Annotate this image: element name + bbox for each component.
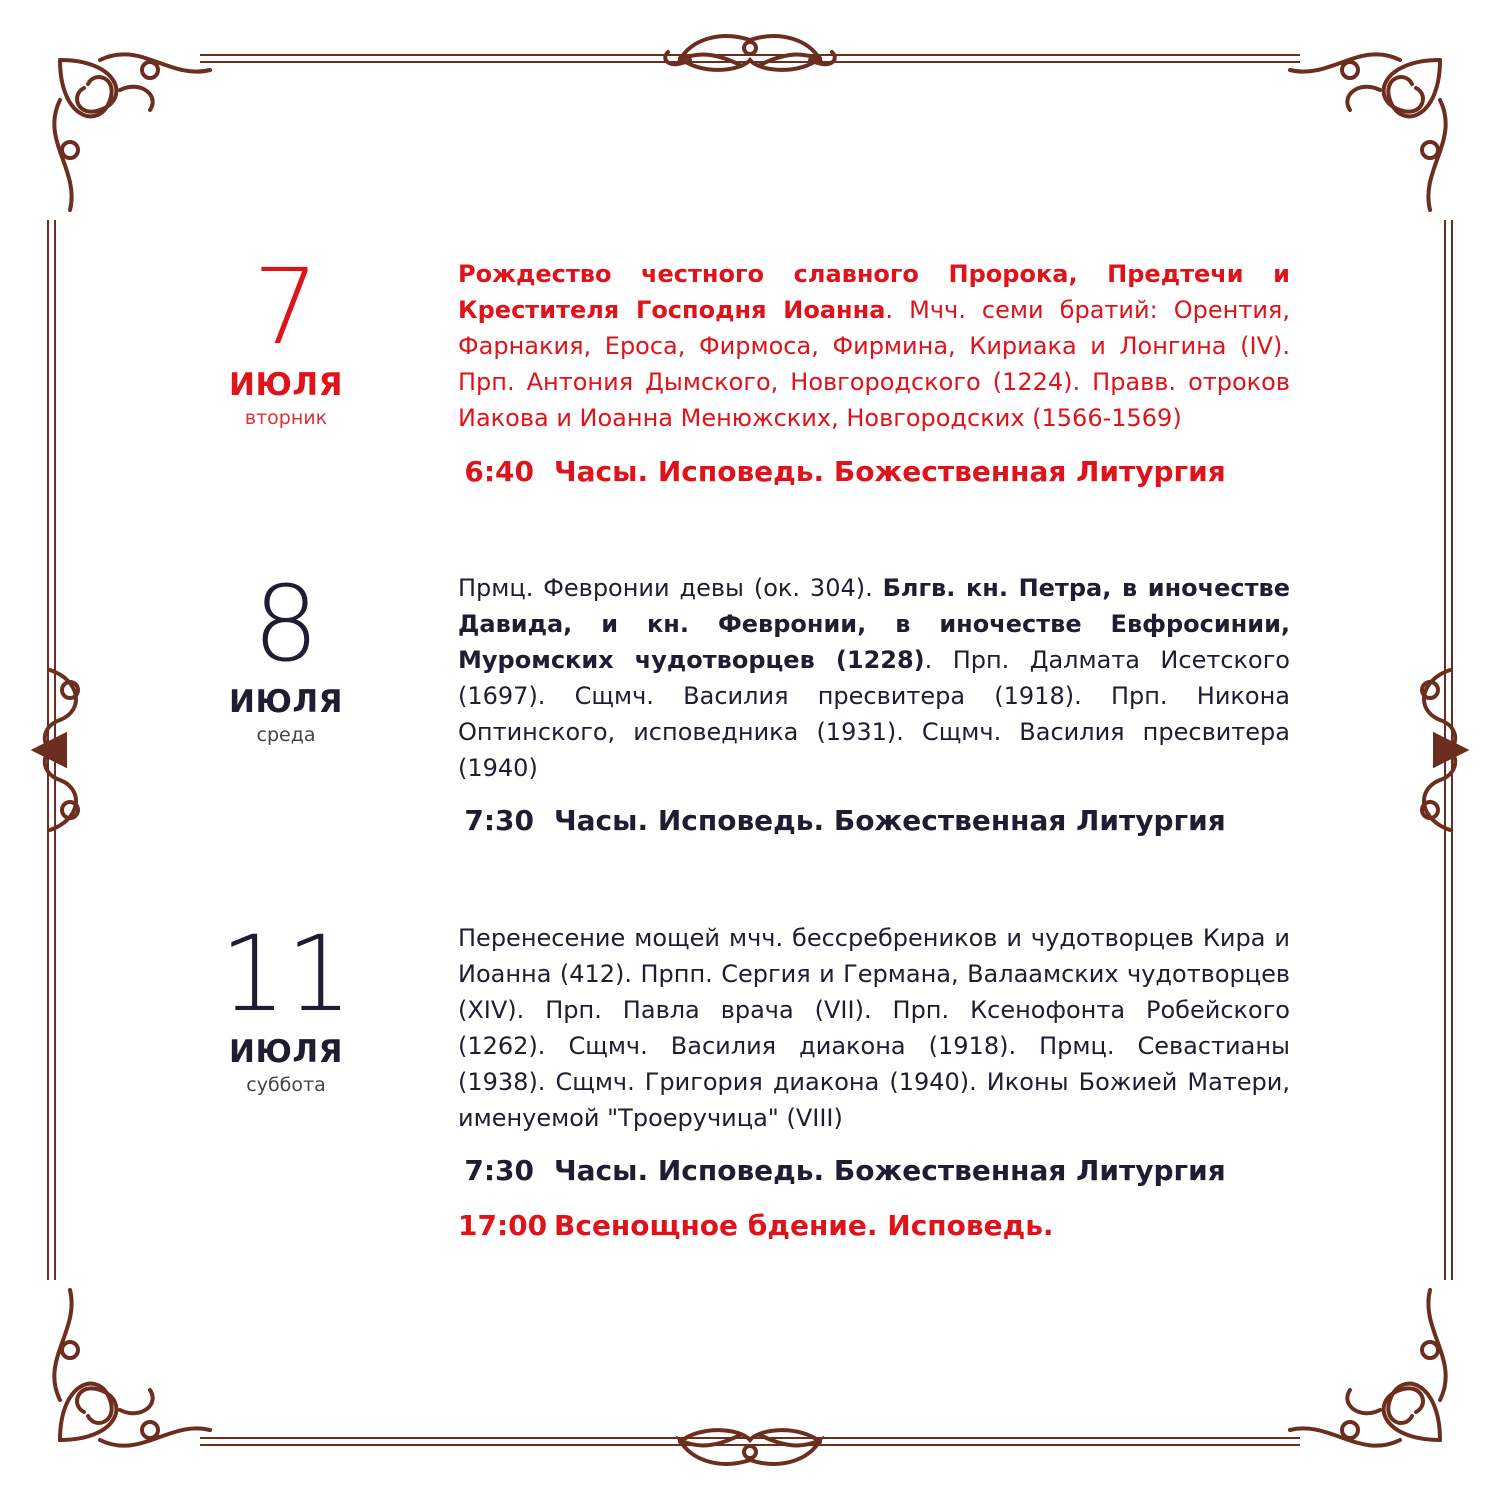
service-item bbox=[458, 455, 1226, 488]
weekday-label: суббота bbox=[246, 1074, 326, 1096]
saints-description bbox=[458, 570, 1290, 786]
month-label: ИЮЛЯ bbox=[229, 367, 343, 403]
bottom-center-ornament bbox=[680, 1430, 820, 1464]
service-item bbox=[458, 1209, 1054, 1242]
month-label: ИЮЛЯ bbox=[229, 1034, 343, 1070]
feast-title: Рождество честного славного Пророка, Предтечи и Крестителя Господня Иоанна bbox=[458, 260, 1290, 324]
corner-ornament-bottom-left bbox=[54, 1290, 210, 1446]
service-time: 7:30 bbox=[464, 804, 534, 837]
service-title: Всенощное бдение. Исповедь. bbox=[554, 1209, 1054, 1242]
service-time: 7:30 bbox=[464, 1154, 534, 1187]
corner-ornament-bottom-right bbox=[1290, 1290, 1446, 1446]
service-time: 6:40 bbox=[464, 455, 534, 488]
service-title: Часы. Исповедь. Божественная Литургия bbox=[554, 455, 1226, 488]
top-center-ornament bbox=[665, 36, 835, 70]
saints-description bbox=[458, 256, 1290, 436]
desc-before: Прмц. Февронии девы (ок. 304). bbox=[458, 574, 883, 602]
day-number: 11 bbox=[219, 913, 353, 1035]
month-label: ИЮЛЯ bbox=[229, 684, 343, 720]
date-block bbox=[186, 913, 386, 1096]
corner-ornament-top-right bbox=[1290, 54, 1446, 210]
weekday-label: среда bbox=[256, 724, 316, 746]
day-number: 8 bbox=[252, 563, 320, 685]
desc-after: . Прп. Далмата Исетского (1697). Сщмч. Василия пресвитера (1918). Прп. Никона Оптинского, исповедника (1931). Сщмч. Василия пресвитера (1940) bbox=[458, 646, 1290, 782]
day-number: 7 bbox=[252, 246, 320, 368]
service-item bbox=[458, 804, 1226, 837]
right-middle-ornament bbox=[1422, 670, 1465, 830]
feast-rest: . Мчч. семи братий: Орентия, Фарнакия, Ероса, Фирмоса, Фирмина, Кириака и Лонгина (IV). Прп. Антония Дымского, Новгородского (1224). Правв. отроков Иакова и Иоанна Менюжских, Новгородских (1566-1569) bbox=[458, 296, 1290, 432]
saints-description: Перенесение мощей мчч. бессребреников и чудотворцев Кира и Иоанна (412). Прпп. Сергия и Германа, Валаамских чудотворцев (XIV). Прп. Павла врача (VII). Прп. Ксенофонта Робейского (1262). Сщмч. Василия диакона (1918). Прмц. Севастианы (1938). Сщмч. Григория диакона (1940). Иконы Божией Матери, именуемой "Троеручица" (VIII) bbox=[458, 924, 1290, 1132]
corner-ornament-top-left bbox=[54, 54, 210, 210]
date-block bbox=[186, 563, 386, 746]
service-item bbox=[458, 1154, 1226, 1187]
service-title: Часы. Исповедь. Божественная Литургия bbox=[554, 1154, 1226, 1187]
left-middle-ornament bbox=[35, 670, 78, 830]
service-title: Часы. Исповедь. Божественная Литургия bbox=[554, 804, 1226, 837]
weekday-label: вторник bbox=[244, 407, 328, 429]
desc-bold: Блгв. кн. Петра, в иночестве Давида, и кн. Февронии, в иночестве Евфросинии, Муромских чудотворцев (1228) bbox=[458, 574, 1291, 674]
service-time: 17:00 bbox=[458, 1209, 548, 1242]
date-block bbox=[186, 246, 386, 429]
